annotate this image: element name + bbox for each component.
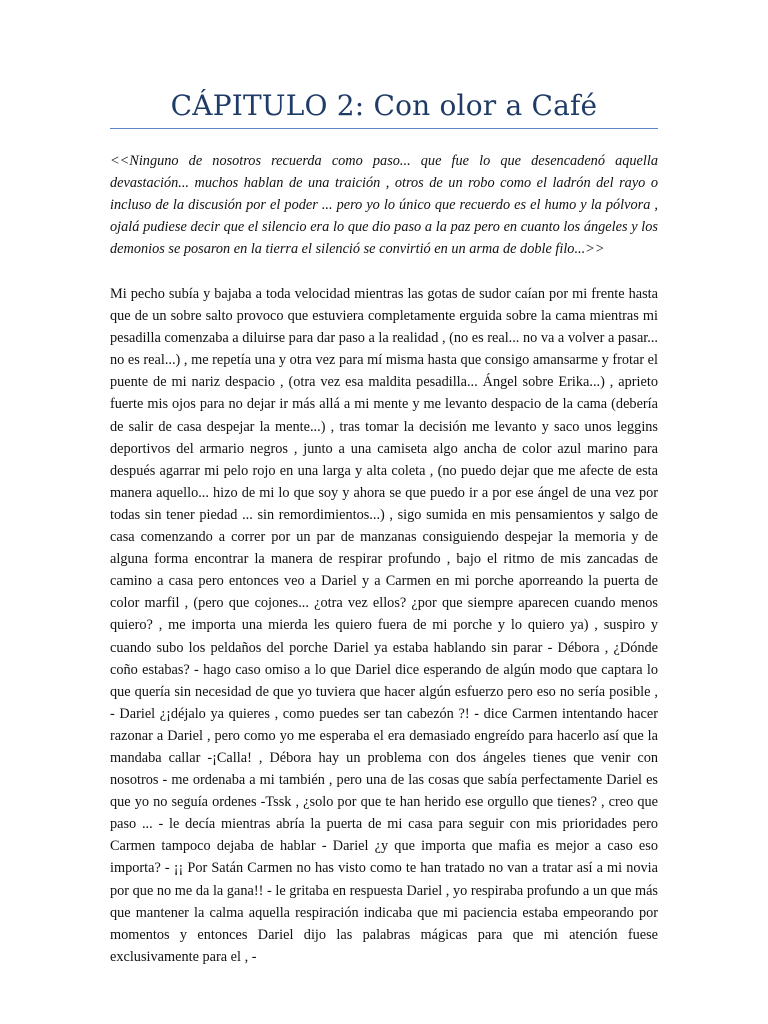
chapter-title: CÁPITULO 2: Con olor a Café bbox=[170, 89, 598, 122]
body-paragraph: Mi pecho subía y bajaba a toda velocidad mientras las gotas de sudor caían por mi frente hasta que de un sobre salto provoco que estuviera completamente erguida sobre la cama mientras mi pesadilla comenzaba a diluirse para dar paso a la realidad , (no es real... no va a volver a pasar... no es real...) , me repetía una y otra vez para mí misma hasta que consigo amansarme y frotar el puente de mi nariz despacio , (otra vez esa maldita pesadilla... Ángel sobre Erika...) , aprieto fuerte mis ojos para no dejar ir más allá a mi mente y me levanto despacio de la cama (debería de salir de casa despejar la mente...) , tras tomar la decisión me levanto y saco unos leggins deportivos del armario negros , junto a una camiseta algo ancha de color azul marino para después agarrar mi pelo rojo en una larga y alta coleta , (no puedo dejar que me afecte de esta manera aquello... hizo de mi lo que soy y ahora se que puedo ir a por ese ángel de una vez por todas sin tener piedad ... sin remordimientos...) , sigo sumida en mis pensamientos y salgo de casa comenzando a correr por un par de manzanas consiguiendo despejar la memoria y de alguna forma encontrar la manera de respirar profundo , bajo el ritmo de mis zancadas de camino a casa pero entonces veo a Dariel y a Carmen en mi porche aporreando la puerta de color marfil , (pero que cojones... ¿otra vez ellos? ¿por que siempre aparecen cuando menos quiero? , me importa una mierda les quiero fuera de mi porche y lo quiero ya) , suspiro y cuando subo los peldaños del porche Dariel ya estaba hablando sin parar - Débora , ¿Dónde coño estabas? - hago caso omiso a lo que Dariel dice esperando de algún modo que captara lo que quería sin necesidad de que yo tuviera que hacer algún esfuerzo pero eso no sería posible , - Dariel ¿¡déjalo ya quieres , como puedes ser tan cabezón ?! - dice Carmen intentando hacer razonar a Dariel , pero como yo me esperaba el era demasiado engreído para hacerlo así que la mandaba callar -¡Calla! , Débora hay un problema con dos ángeles tienes que venir con nosotros - me ordenaba a mi también , pero una de las cosas que sabía perfectamente Dariel es que yo no seguía ordenes -Tssk , ¿solo por que te han herido ese orgullo que tienes? , creo que paso ... - le decía mientras abría la puerta de mi casa para seguir con mis prioridades pero Carmen tampoco dejaba de hablar - Dariel ¿y que importa que mafia es mejor a caso eso importa? - ¡¡ Por Satán Carmen no has visto como te han tratado no van a tratar así a mi novia por que no me da la gana!! - le gritaba en respuesta Dariel , yo respiraba profundo a un que más que mantener la calma aquella respiración indicaba que mi paciencia estaba empeorando por momentos y entonces Dariel dijo las palabras mágicas para que mi atención fuese exclusivamente para el , - bbox=[110, 286, 658, 965]
epigraph-paragraph: <<Ninguno de nosotros recuerda como paso... que fue lo que desencadenó aquella devastación... muchos hablan de una traición , otros de un robo como el ladrón del rayo o incluso de la discusión por el poder ... pero yo lo único que recuerdo es el humo y la pólvora , ojalá pudiese decir que el silencio era lo que dio paso a la paz pero en cuanto los ángeles y los demonios se posaron en la tierra el silenció se convirtió en un arma de doble filo...>> bbox=[110, 153, 658, 257]
title-divider bbox=[110, 128, 658, 129]
